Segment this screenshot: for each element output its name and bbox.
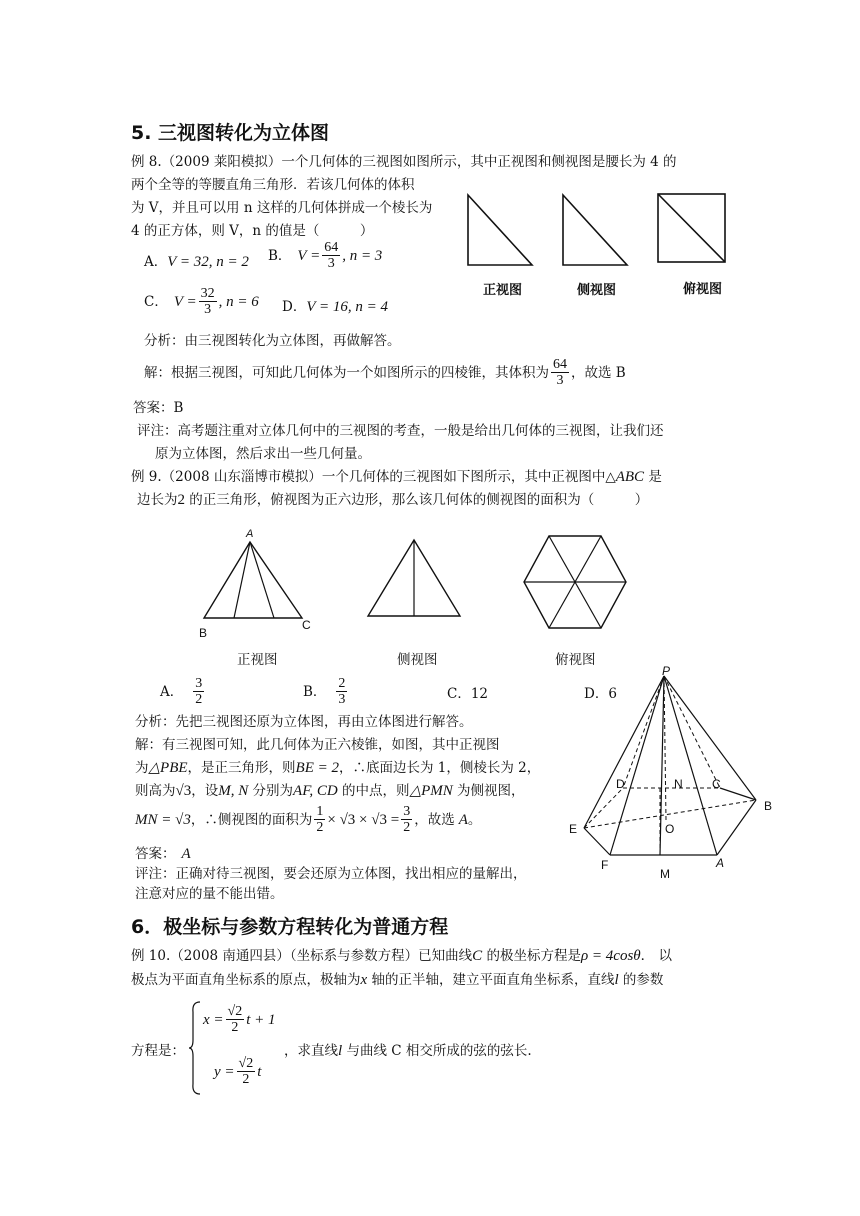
pyramid-label-f: F xyxy=(601,858,609,872)
ex8-option-b: B． V = $\frac{64}{3}$ , n = 3 xyxy=(268,240,383,271)
ex9-option-a: A． $\frac{3}{2}$ xyxy=(160,676,203,707)
ex10-line2: 极点为平面直角坐标系的原点，极轴为x 轴的正半轴，建立平面直角坐标系，直线l 的参数 xyxy=(131,972,664,988)
ex9-vertex-b-label: B xyxy=(199,626,208,640)
ex10-line1: 例 10.（2008 南通四县）（坐标系与参数方程）已知曲线C 的极坐标方程是ρ = 4cosθ． 以 xyxy=(131,948,672,964)
ex8-answer: 答案：B xyxy=(133,400,184,416)
ex9-three-views-figure xyxy=(196,530,636,640)
ex9-vertex-c-label: C xyxy=(302,618,311,632)
ex8-line1: 例 8.（2009 莱阳模拟）一个几何体的三视图如图所示，其中正视图和侧视图是腰长为 4 的 xyxy=(131,154,677,170)
ex9-side-view-label: 侧视图 xyxy=(397,652,438,668)
pyramid-label-e: E xyxy=(569,822,578,836)
pyramid-label-a: A xyxy=(716,856,725,870)
ex9-front-view-label: 正视图 xyxy=(237,652,278,668)
hexagonal-pyramid-figure xyxy=(580,670,780,870)
ex9-analysis: 分析：先把三视图还原为立体图，再由立体图进行解答。 xyxy=(135,714,473,730)
ex8-option-d: D．V = 16, n = 4 xyxy=(282,299,388,315)
pyramid-label-d: D xyxy=(616,777,625,791)
ex10-equation-x: x = $\frac{√2}{2}$ t + 1 xyxy=(203,1004,276,1035)
pyramid-label-n: N xyxy=(674,777,683,791)
ex9-solution-line3: 则高为√3，设M, N 分别为AF, CD 的中点，则△PMN 为侧视图， xyxy=(135,783,525,799)
ex9-top-view-label: 俯视图 xyxy=(555,652,596,668)
ex9-vertex-a-label: A xyxy=(246,528,254,540)
ex9-solution-line1: 解：有三视图可知，此几何体为正六棱锥，如图，其中正视图 xyxy=(135,737,500,753)
pyramid-label-o: O xyxy=(665,822,675,836)
ex8-option-a: A．V = 32, n = 2 xyxy=(144,254,249,270)
ex9-comment-line1: 评注：正确对待三视图，要会还原为立体图，找出相应的量解出， xyxy=(135,866,527,882)
ex10-line3-label: 方程是： xyxy=(131,1043,185,1059)
ex9-comment-line2: 注意对应的量不能出错。 xyxy=(135,886,284,902)
pyramid-label-b: B xyxy=(764,799,773,813)
ex8-side-view-label: 侧视图 xyxy=(577,283,617,298)
ex9-option-d: D．6 xyxy=(584,686,617,702)
pyramid-label-c: C xyxy=(712,777,721,791)
ex9-line1: 例 9.（2008 山东淄博市模拟）一个几何体的三视图如下图所示，其中正视图中△ABC 是 xyxy=(131,469,662,485)
ex9-line2: 边长为2 的正三角形，俯视图为正六边形，那么该几何体的侧视图的面积为（ ） xyxy=(137,492,649,508)
ex10-line3-tail: ，求直线l 与曲线 C 相交所成的弦的弦长. xyxy=(284,1043,532,1059)
section-6-title: 6．极坐标与参数方程转化为普通方程 xyxy=(131,916,449,938)
pyramid-label-p: P xyxy=(662,664,671,678)
ex8-comment-line1: 评注：高考题注重对立体几何中的三视图的考查，一般是给出几何体的三视图，让我们还 xyxy=(137,423,664,439)
ex8-option-c: C． V = $\frac{32}{3}$ , n = 6 xyxy=(144,286,259,317)
section-5-title: 5. 三视图转化为立体图 xyxy=(131,122,330,144)
ex8-comment-line2: 原为立体图，然后求出一些几何量。 xyxy=(155,446,371,462)
ex9-option-c: C．12 xyxy=(447,686,489,702)
ex8-line2: 两个全等的等腰直角三角形．若该几何体的体积 xyxy=(131,177,415,193)
ex9-solution-line4: MN = √3 ，∴侧视图的面积为 $\frac{1}{2}$ × √3 × √3 = $\frac{3}{2}$ ，故选 A 。 xyxy=(135,804,482,835)
ex8-front-view-label: 正视图 xyxy=(483,283,523,298)
ex10-equation-y: y = $\frac{√2}{2}$ t xyxy=(214,1056,262,1087)
ex8-line3: 为 V，并且可以用 n 这样的几何体拼成一个棱长为 xyxy=(131,200,433,216)
pyramid-label-m: M xyxy=(660,867,670,881)
ex8-top-view-label: 俯视图 xyxy=(683,282,723,297)
ex8-line4: 4 的正方体，则 V，n 的值是（ ） xyxy=(131,223,374,239)
ex9-answer: 答案： A xyxy=(135,846,191,862)
ex8-analysis: 分析：由三视图转化为立体图，再做解答。 xyxy=(144,333,401,349)
ex9-option-b: B． $\frac{2}{3}$ xyxy=(303,676,346,707)
equation-system-brace xyxy=(188,1000,202,1096)
ex8-solution: 解：根据三视图，可知此几何体为一个如图所示的四棱锥，其体积为 $\frac{64}{3}$ ，故选 B xyxy=(144,357,626,388)
ex9-solution-line2: 为△PBE，是正三角形，则BE = 2，∴底面边长为 1，侧棱长为 2， xyxy=(135,760,541,776)
